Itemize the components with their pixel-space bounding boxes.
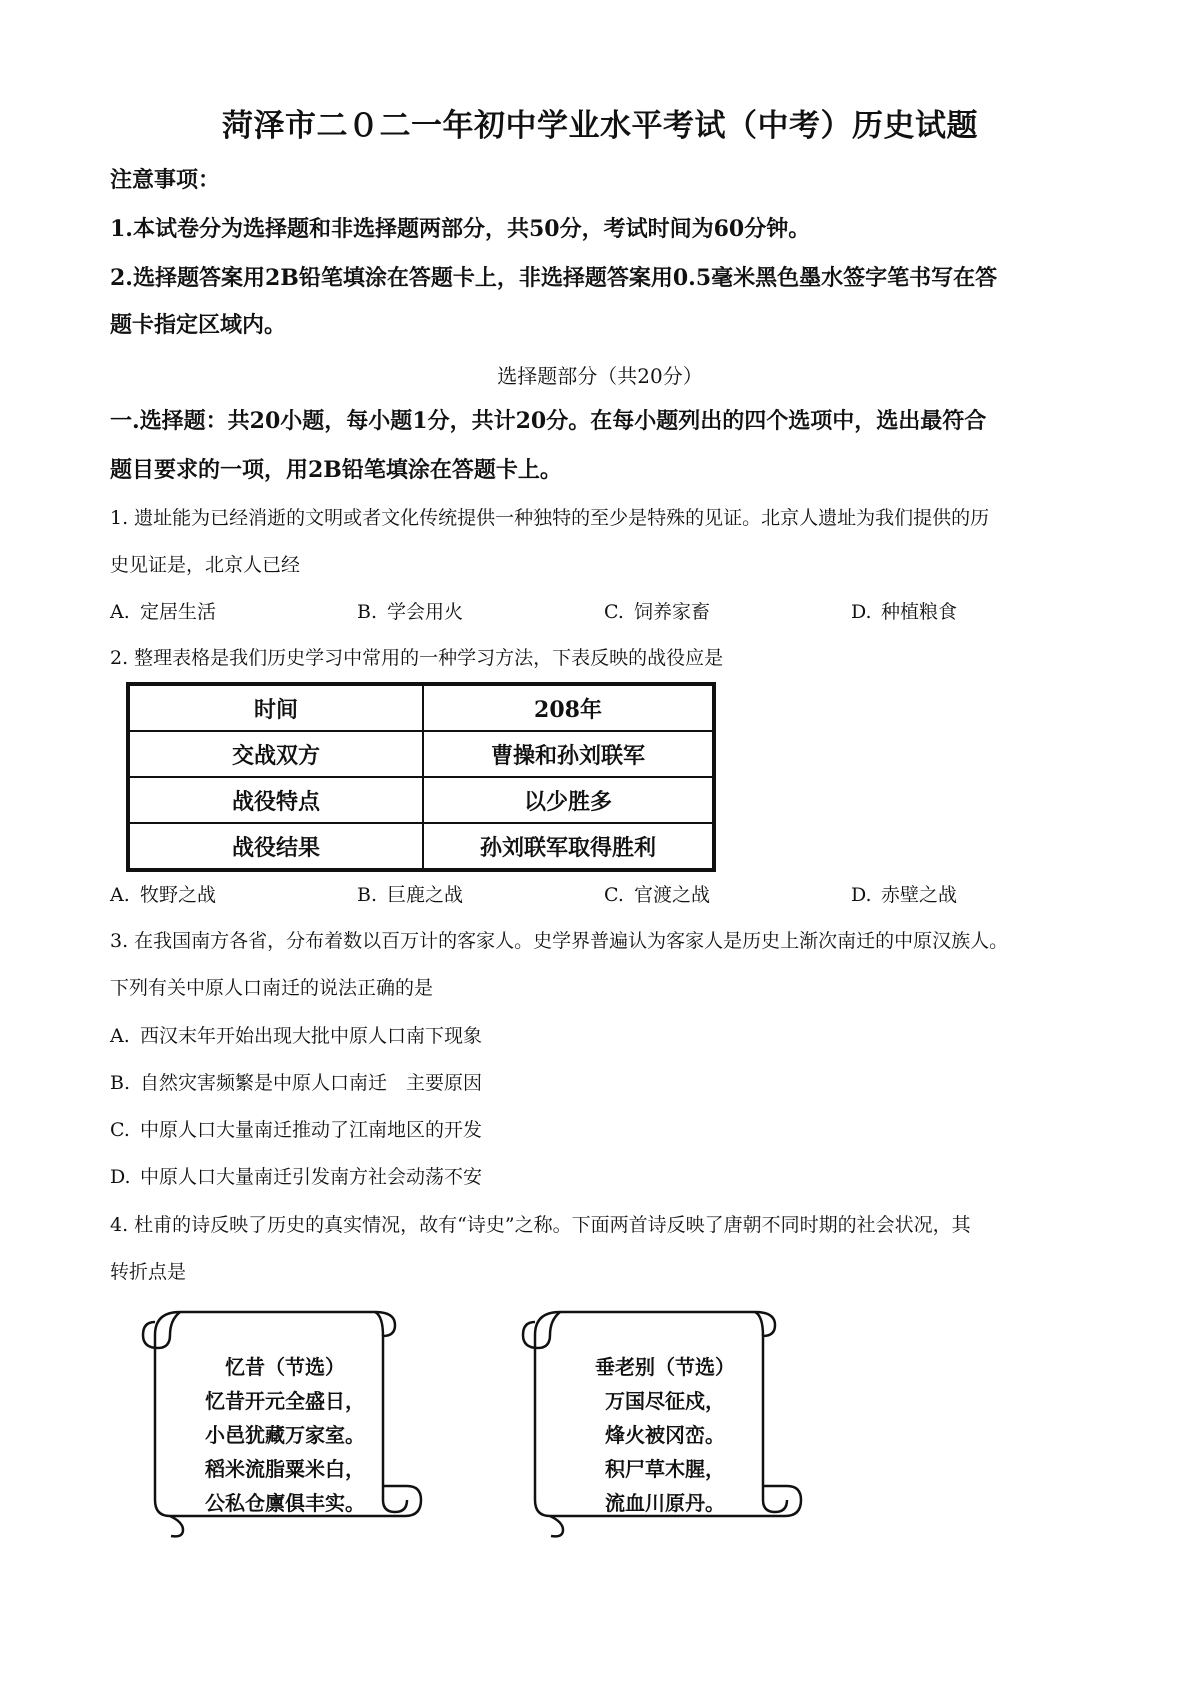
poem-2-text: [565, 1350, 765, 1520]
question-3-stem-line-1: 3. 在我国南方各省，分布着数以百万计的客家人。史学界普遍认为客家人是历史上渐次南迁的中原汉族人。: [110, 930, 1009, 952]
poem-line: 忆昔开元全盛日，: [205, 1389, 365, 1413]
table-cell: 时间: [128, 684, 423, 731]
poem-line: 烽火被冈峦。: [605, 1423, 725, 1447]
poem-line: 稻米流脂粟米白，: [205, 1457, 365, 1481]
table-cell: 交战双方: [128, 731, 423, 777]
poem-scroll-1: [125, 1300, 425, 1540]
question-1-stem-line-2: 史见证是，北京人已经: [110, 554, 301, 576]
question-3-option-c: C. 中原人口大量南迁推动了江南地区的开发: [110, 1119, 483, 1141]
instruction-line-1: 一.选择题：共20小题，每小题1分，共计20分。在每小题列出的四个选项中，选出最符合: [110, 408, 987, 434]
question-2-stem: 2. 整理表格是我们历史学习中常用的一种学习方法，下表反映的战役应是: [110, 647, 724, 669]
table-row: [128, 777, 714, 823]
question-4-stem-line-2: 转折点是: [110, 1261, 187, 1283]
poem-title: 忆昔（节选）: [225, 1355, 345, 1379]
notice-item-2-line-2: 题卡指定区域内。: [110, 312, 287, 338]
poem-1-text: [185, 1350, 385, 1520]
table-cell: 战役结果: [128, 823, 423, 870]
question-3-option-b: B. 自然灾害频繁是中原人口南迁 主要原因: [110, 1072, 483, 1094]
table-cell: 208年: [423, 684, 714, 731]
battle-table: [126, 682, 716, 872]
table-row: [128, 684, 714, 731]
question-2-option-b: B. 巨鹿之战: [357, 884, 464, 906]
poem-scroll-2: [505, 1300, 805, 1540]
question-1-option-b: B. 学会用火: [357, 601, 464, 623]
page-title: 菏泽市二０二一年初中学业水平考试（中考）历史试题: [222, 108, 978, 144]
poem-line: 万国尽征戍，: [605, 1389, 725, 1413]
poem-line: 公私仓廪俱丰实。: [205, 1491, 365, 1515]
question-2-option-d: D. 赤壁之战: [851, 884, 958, 906]
poem-line: 小邑犹藏万家室。: [205, 1423, 365, 1447]
question-3-option-a: A. 西汉末年开始出现大批中原人口南下现象: [110, 1025, 483, 1047]
question-1-option-d: D. 种植粮食: [851, 601, 958, 623]
table-cell: 孙刘联军取得胜利: [423, 823, 714, 870]
question-1-option-a: A. 定居生活: [110, 601, 217, 623]
question-1-option-c: C. 饲养家畜: [604, 601, 711, 623]
question-3-stem-line-2: 下列有关中原人口南迁的说法正确的是: [110, 977, 434, 999]
poem-title: 垂老别（节选）: [595, 1355, 735, 1379]
table-row: [128, 731, 714, 777]
table-cell: 曹操和孙刘联军: [423, 731, 714, 777]
notice-heading: 注意事项：: [110, 167, 221, 193]
question-2-option-c: C. 官渡之战: [604, 884, 711, 906]
question-2-option-a: A. 牧野之战: [110, 884, 217, 906]
instruction-line-2: 题目要求的一项，用2B铅笔填涂在答题卡上。: [110, 457, 562, 483]
notice-item-2-line-1: 2.选择题答案用2B铅笔填涂在答题卡上，非选择题答案用0.5毫米黑色墨水签字笔书写在答: [110, 265, 998, 291]
question-4-stem-line-1: 4. 杜甫的诗反映了历史的真实情况，故有“诗史”之称。下面两首诗反映了唐朝不同时期的社会状况，其: [110, 1214, 971, 1236]
section-title: 选择题部分（共20分）: [497, 364, 703, 388]
question-1-stem-line-1: 1. 遗址能为已经消逝的文明或者文化传统提供一种独特的至少是特殊的见证。北京人遗址为我们提供的历: [110, 507, 990, 529]
question-3-option-d: D. 中原人口大量南迁引发南方社会动荡不安: [110, 1166, 483, 1188]
notice-item-1: 1.本试卷分为选择题和非选择题两部分，共50分，考试时间为60分钟。: [110, 216, 811, 242]
table-row: [128, 823, 714, 870]
table-cell: 以少胜多: [423, 777, 714, 823]
table-cell: 战役特点: [128, 777, 423, 823]
poem-line: 积尸草木腥，: [605, 1457, 725, 1481]
poem-line: 流血川原丹。: [605, 1491, 725, 1515]
